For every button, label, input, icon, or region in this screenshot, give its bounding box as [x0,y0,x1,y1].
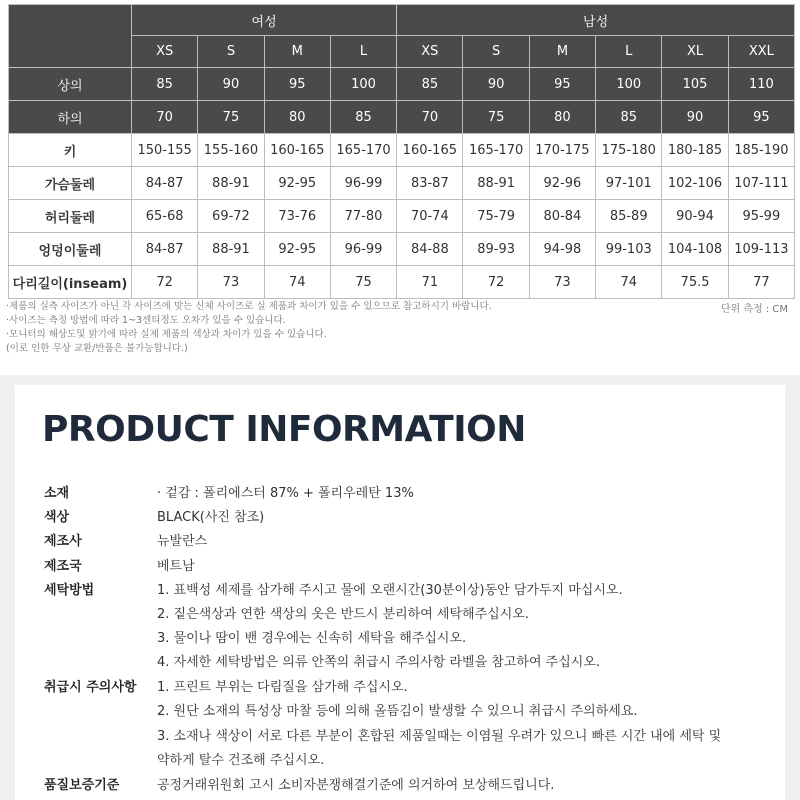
size-value-cell: 110 [728,68,794,101]
size-value-cell: 96-99 [330,233,396,266]
size-value-cell: 94-98 [529,233,595,266]
size-value-cell: 73 [198,266,264,299]
size-value-cell: 74 [596,266,662,299]
size-value-cell: 75.5 [662,266,728,299]
size-header-cell: S [463,36,529,68]
size-value-cell: 175-180 [596,134,662,167]
size-value-cell: 71 [397,266,463,299]
size-value-cell: 105 [662,68,728,101]
info-value-line: 베트남 [157,558,195,574]
size-header-cell: XXL [728,36,794,68]
row-label-cell: 상의 [9,68,132,101]
size-value-cell: 95-99 [728,200,794,233]
size-header-cell: M [529,36,595,68]
size-chart-table [8,4,795,299]
size-value-cell: 160-165 [264,134,330,167]
size-value-cell: 89-93 [463,233,529,266]
info-value-line: 약하게 탈수 건조해 주십시오. [157,752,325,768]
size-value-cell: 88-91 [198,233,264,266]
size-value-cell: 83-87 [397,167,463,200]
size-value-cell: 80 [529,101,595,134]
size-header-cell: S [198,36,264,68]
size-value-cell: 74 [264,266,330,299]
info-value-line: · 겉감 : 폴리에스터 87% + 폴리우레탄 13% [157,486,414,501]
size-value-cell: 75-79 [463,200,529,233]
size-value-cell: 102-106 [662,167,728,200]
size-value-cell: 72 [463,266,529,299]
size-value-cell: 70 [397,101,463,134]
size-value-cell: 97-101 [596,167,662,200]
size-value-cell: 160-165 [397,134,463,167]
row-label-cell: 하의 [9,101,132,134]
size-table-row [9,233,795,266]
size-group-header-row [9,5,795,36]
size-value-cell: 73 [529,266,595,299]
size-value-cell: 90 [198,68,264,101]
size-value-cell: 92-95 [264,233,330,266]
size-value-cell: 99-103 [596,233,662,266]
size-value-cell: 85 [397,68,463,101]
size-value-cell: 77-80 [330,200,396,233]
size-value-cell: 84-87 [132,233,198,266]
size-value-cell: 185-190 [728,134,794,167]
info-value-line: 뉴발란스 [157,534,208,550]
size-value-cell: 90 [662,101,728,134]
size-value-cell: 85-89 [596,200,662,233]
size-table-row [9,200,795,233]
size-value-cell: 100 [596,68,662,101]
info-value-line: 2. 짙은색상과 연한 색상의 옷은 반드시 분리하여 세탁해주십시오. [157,607,529,622]
size-value-cell: 109-113 [728,233,794,266]
size-header-cell: XS [397,36,463,68]
size-value-cell: 70-74 [397,200,463,233]
size-table-row [9,167,795,200]
size-value-cell: 95 [529,68,595,101]
size-table-row [9,101,795,134]
size-value-cell: 92-96 [529,167,595,200]
info-label: 품질보증기준 [44,777,120,793]
info-value-line: 1. 프린트 부위는 다림질을 삼가해 주십시오. [157,680,408,696]
size-table-row [9,266,795,299]
size-value-cell: 165-170 [463,134,529,167]
info-value-line: BLACK(사진 참조) [157,510,265,526]
size-value-cell: 165-170 [330,134,396,167]
note-line: ·사이즈는 측정 방법에 따라 1~3센티정도 오차가 있을 수 있습니다. [6,315,286,326]
info-label: 소재 [44,486,70,501]
size-value-cell: 107-111 [728,167,794,200]
note-line: ·모니터의 해상도및 밝기에 따라 실제 제품의 색상과 차이가 있을 수 있습니다. [6,329,327,340]
size-header-cell: XS [132,36,198,68]
info-label: 제조사 [44,534,82,550]
note-line: ·제품의 실측 사이즈가 아닌 각 사이즈에 맞는 신체 사이즈로 실 제품과 차이가 있을 수 있으므로 참고하시기 바랍니다. [6,301,492,312]
size-value-cell: 88-91 [463,167,529,200]
info-label: 색상 [44,510,70,526]
size-value-cell: 88-91 [198,167,264,200]
size-value-cell: 104-108 [662,233,728,266]
size-value-cell: 170-175 [529,134,595,167]
size-value-cell: 84-88 [397,233,463,266]
size-table-row [9,68,795,101]
size-value-cell: 95 [728,101,794,134]
size-value-cell: 80 [264,101,330,134]
size-value-cell: 70 [132,101,198,134]
size-value-cell: 180-185 [662,134,728,167]
table-corner-cell [9,5,132,68]
size-header-cell: XL [662,36,728,68]
info-label: 제조국 [44,558,82,574]
row-label-cell: 다리길이(inseam) [9,266,132,299]
size-value-cell: 90 [463,68,529,101]
size-header-cell: L [596,36,662,68]
size-value-cell: 80-84 [529,200,595,233]
size-value-cell: 100 [330,68,396,101]
size-value-cell: 69-72 [198,200,264,233]
size-value-cell: 95 [264,68,330,101]
size-value-cell: 84-87 [132,167,198,200]
row-label-cell: 엉덩이둘레 [9,233,132,266]
men-group-header: 남성 [397,5,795,36]
info-value-line: 4. 자세한 세탁방법은 의류 안쪽의 취급시 주의사항 라벨을 참고하여 주십시오. [157,655,601,671]
size-value-cell: 85 [132,68,198,101]
unit-note: 단위 측정 : CM [720,304,788,315]
row-label-cell: 가슴둘레 [9,167,132,200]
size-value-cell: 72 [132,266,198,299]
info-value-line: 1. 표백성 세제를 삼가해 주시고 물에 오랜시간(30분이상)동안 담가두지 마십시오. [157,582,623,598]
size-value-cell: 75 [463,101,529,134]
note-line: (이로 인한 무상 교환/반품은 불가능합니다.) [6,343,188,354]
info-value-line: 3. 소재나 색상이 서로 다른 부분이 혼합된 제품일때는 이염될 우려가 있으니 빠른 시간 내에 세탁 및 [157,728,722,744]
product-info-title: PRODUCT INFORMATION [42,409,526,450]
size-value-cell: 90-94 [662,200,728,233]
size-table-row [9,134,795,167]
size-value-cell: 77 [728,266,794,299]
size-value-cell: 73-76 [264,200,330,233]
info-label: 취급시 주의사항 [44,680,137,696]
info-value-line: 2. 원단 소재의 특성상 마찰 등에 의해 올뜸김이 발생할 수 있으니 취급시 주의하세요. [157,704,638,720]
row-label-cell: 허리둘레 [9,200,132,233]
size-value-cell: 85 [330,101,396,134]
size-value-cell: 65-68 [132,200,198,233]
size-value-cell: 150-155 [132,134,198,167]
size-value-cell: 92-95 [264,167,330,200]
size-header-cell: M [264,36,330,68]
size-value-cell: 96-99 [330,167,396,200]
size-header-cell: L [330,36,396,68]
women-group-header: 여성 [132,5,397,36]
info-value-line: 공정거래위원회 고시 소비자분쟁해결기준에 의거하여 보상해드립니다. [157,777,555,793]
info-value-line: 3. 물이나 땀이 밴 경우에는 신속히 세탁을 해주십시오. [157,631,467,647]
size-value-cell: 85 [596,101,662,134]
row-label-cell: 키 [9,134,132,167]
size-value-cell: 75 [330,266,396,299]
info-label: 세탁방법 [44,582,95,598]
size-value-cell: 155-160 [198,134,264,167]
size-value-cell: 75 [198,101,264,134]
size-notes [6,300,596,356]
